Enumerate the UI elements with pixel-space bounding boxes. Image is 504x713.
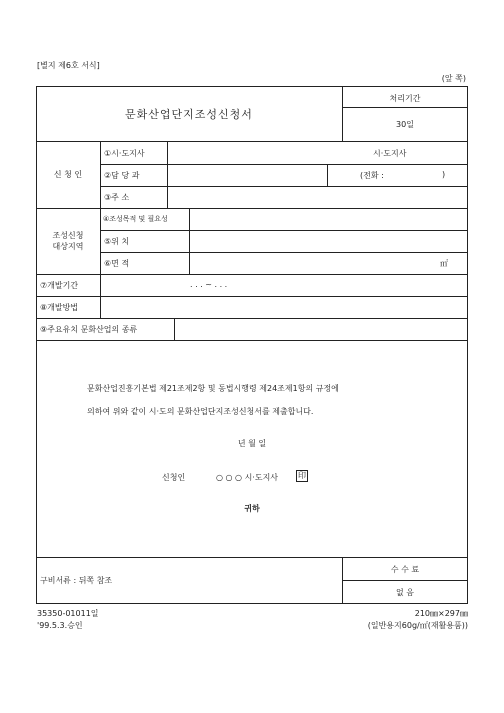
applicant-signature-label: 신청인 [162,473,186,482]
form-number-label: [별지 제6호 서식] [37,61,100,70]
approval-date: '99.5.3.승인 [37,621,83,630]
processing-period-value: 30일 [396,120,414,129]
phone-label: (전화 : [360,171,384,180]
statement-line-1: 문화산업진흥기본법 제21조제2항 및 동법시행령 제24조제1항의 규정에 [87,384,339,393]
seal-mark: 印 [298,471,306,480]
applicant-signature-value: ○ ○ ○ 시·도지사 [216,473,279,482]
statement-line-2: 의하여 위와 같이 시·도의 문화산업단지조성신청서를 제출합니다. [87,407,314,416]
divider [100,186,468,187]
divider [327,164,328,186]
divider [167,141,168,208]
governor-label: ①시·도지사 [104,149,145,158]
divider [36,340,468,341]
paper-size: 210㎜×297㎜ [414,609,468,618]
divider [189,208,190,274]
divider [100,141,101,296]
purpose-label: ④조성목적 및 필요성 [103,215,168,223]
form-title: 문화산업단지조성신청서 [125,108,253,121]
divider [174,318,175,340]
governor-value: 시·도지사 [373,149,407,158]
officer-label: ②담 당 과 [104,171,140,180]
form-code: 35350-01011일 [37,609,99,618]
divider [342,580,468,581]
documents-label: 구비서류 : 뒤쪽 참조 [40,576,113,585]
paper-type: (일반용지60g/㎡(재활용품)) [367,621,468,630]
applicant-section-label: 신 청 인 [53,170,83,179]
address-label: ③주 소 [104,193,130,202]
industry-label: ⑨주요유치 문화산업의 종류 [40,325,138,334]
divider [36,557,468,558]
front-side-label: (앞 쪽) [441,74,466,83]
addressee: 귀하 [244,504,260,513]
processing-period-label: 처리기간 [389,94,421,103]
period-label: ⑦개발기간 [40,281,79,290]
location-label: ⑤위 치 [104,237,130,246]
fee-value: 없 음 [396,588,414,597]
phone-close: ) [442,170,446,179]
target-area-label: 조성신청 [52,231,84,240]
divider [100,230,468,231]
area-label: ⑥면 적 [104,259,130,268]
method-label: ⑧개발방법 [40,303,79,312]
divider [100,252,468,253]
divider [342,107,468,108]
submission-date: 년 월 일 [237,439,267,448]
divider [100,296,101,318]
target-area-label-2: 대상지역 [52,242,84,251]
divider [100,164,468,165]
divider [36,318,468,319]
period-value: . . . ~ . . . [190,280,228,289]
area-unit: ㎡ [440,259,448,268]
fee-label: 수 수 료 [390,565,420,574]
